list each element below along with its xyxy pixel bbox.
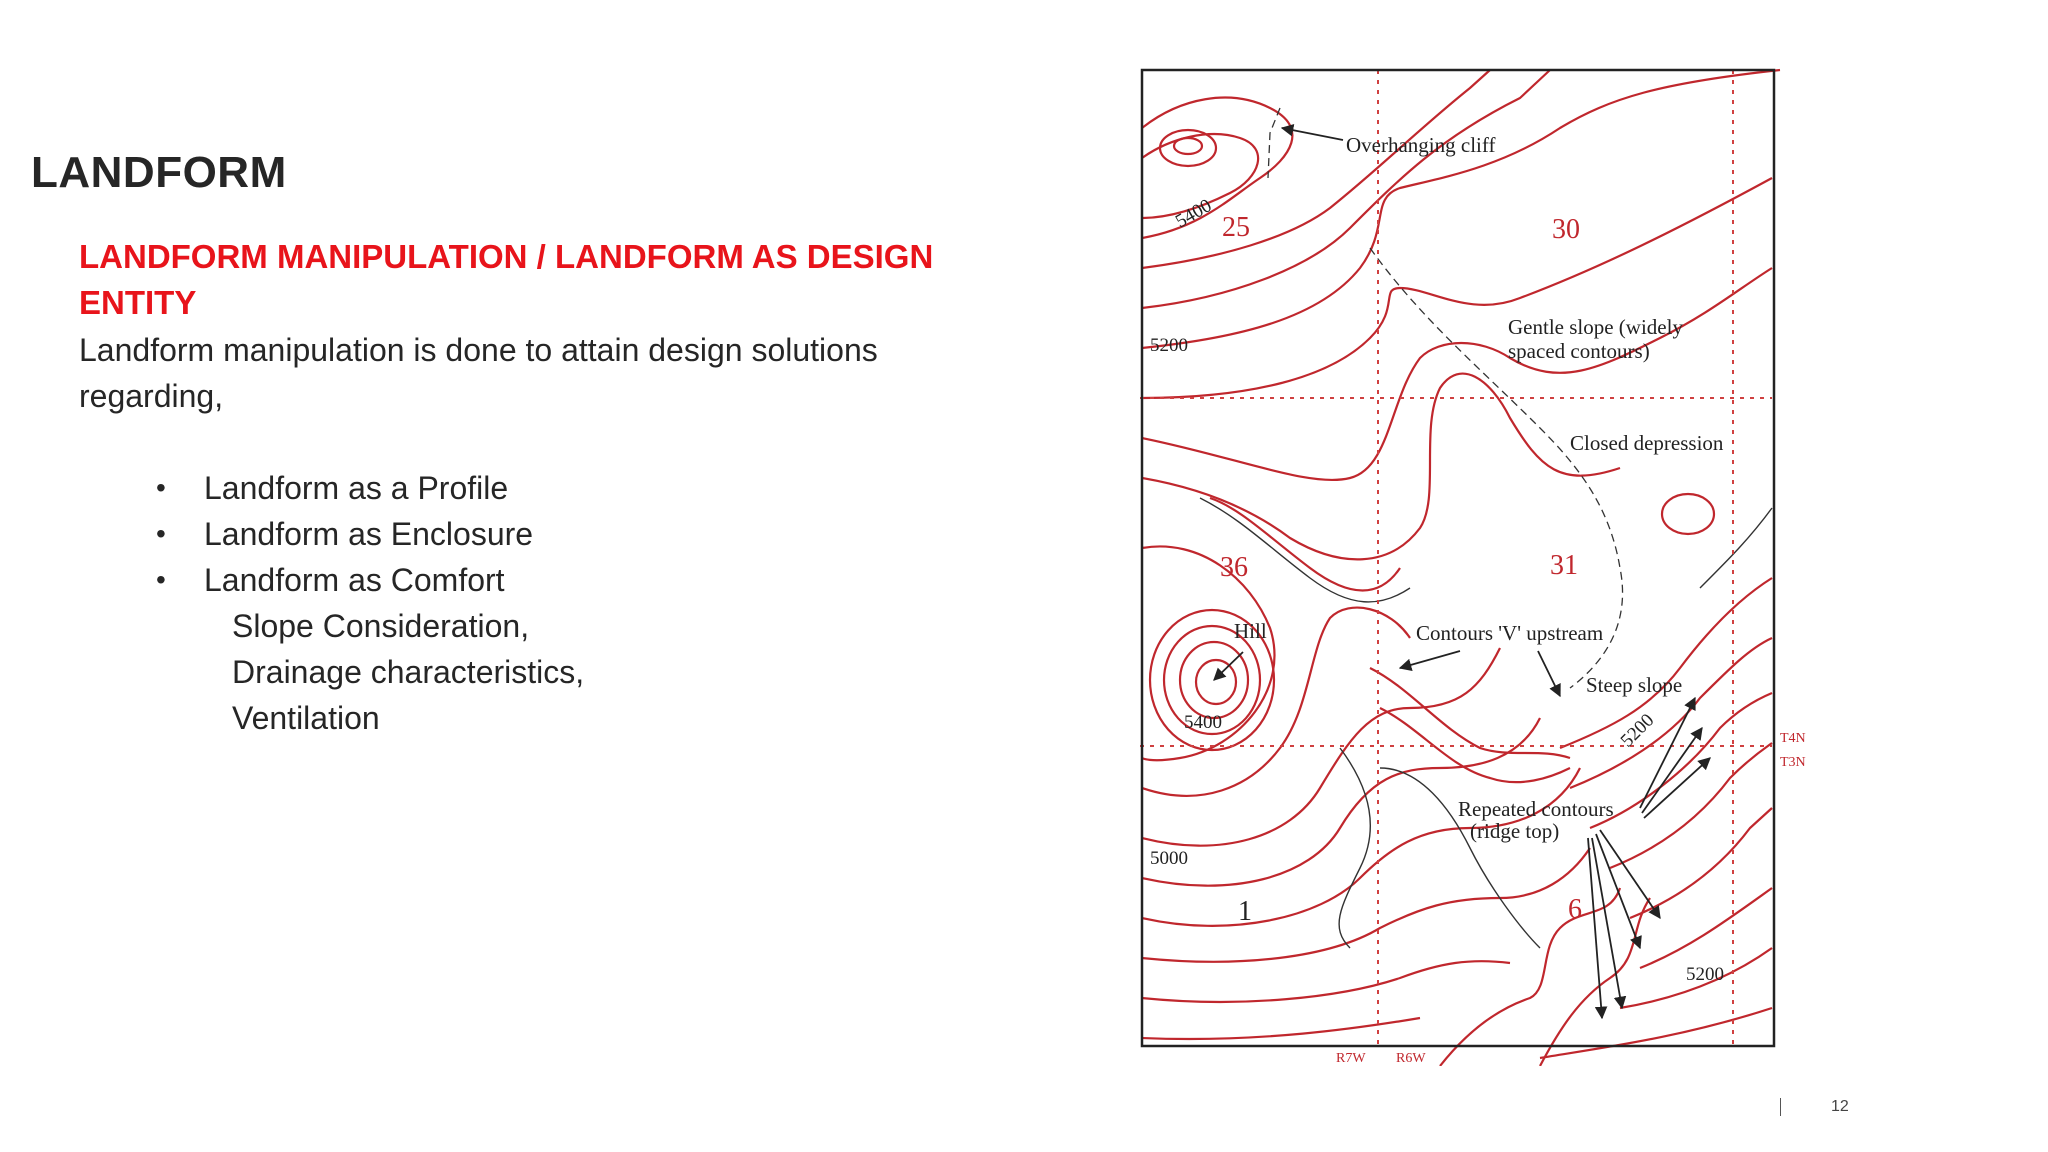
subitem: Slope Consideration, bbox=[232, 608, 530, 644]
elevation-5200-bottom: 5200 bbox=[1686, 964, 1724, 985]
grid-label-t4n: T4N bbox=[1780, 731, 1806, 746]
label-gentle-slope-2: spaced contours) bbox=[1508, 339, 1650, 363]
elevation-5200-right: 5200 bbox=[1616, 709, 1659, 752]
page-number bbox=[1780, 1098, 1880, 1116]
label-gentle-slope-1: Gentle slope (widely bbox=[1508, 315, 1683, 339]
index-contours bbox=[1200, 498, 1772, 948]
bullet-icon: • bbox=[156, 472, 166, 503]
slide-subtitle: LANDFORM MANIPULATION / LANDFORM AS DESIGN ENTITY bbox=[79, 238, 934, 321]
label-overhanging-cliff: Overhanging cliff bbox=[1346, 133, 1496, 157]
grid-label-r6w: R6W bbox=[1396, 1051, 1426, 1066]
bullet-text: Landform as Comfort bbox=[204, 562, 505, 598]
comfort-subitems bbox=[232, 603, 584, 741]
bullet-text: Landform as a Profile bbox=[204, 470, 509, 506]
bullet-text: Landform as Enclosure bbox=[204, 516, 534, 552]
label-closed-depression: Closed depression bbox=[1570, 431, 1724, 455]
label-repeated-contours-1: Repeated contours bbox=[1458, 797, 1614, 821]
subitem: Ventilation bbox=[232, 700, 380, 736]
bullet-item bbox=[150, 465, 533, 511]
grid-label-t3n: T3N bbox=[1780, 755, 1806, 770]
elevation-5400-hill: 5400 bbox=[1184, 712, 1222, 733]
grid-label-r7w: R7W bbox=[1336, 1051, 1366, 1066]
bullet-item bbox=[150, 511, 533, 557]
section-number: 31 bbox=[1550, 550, 1578, 581]
intro-text: Landform manipulation is done to attain design solutions regarding, bbox=[79, 332, 878, 414]
section-number: 36 bbox=[1220, 552, 1248, 583]
subitem: Drainage characteristics, bbox=[232, 654, 585, 690]
page-divider bbox=[1780, 1098, 1781, 1116]
bullet-item bbox=[150, 557, 533, 603]
label-repeated-contours-2: (ridge top) bbox=[1470, 819, 1560, 843]
label-contours-v: Contours 'V' upstream bbox=[1416, 621, 1604, 645]
label-steep-slope: Steep slope bbox=[1586, 673, 1683, 697]
section-number: 1 bbox=[1238, 896, 1252, 927]
elevation-5200-left: 5200 bbox=[1150, 335, 1188, 356]
bullet-icon: • bbox=[156, 518, 166, 549]
bullet-list bbox=[150, 465, 533, 603]
elevation-5400-top: 5400 bbox=[1172, 195, 1216, 233]
slide-title: LANDFORM bbox=[31, 148, 287, 197]
section-number: 30 bbox=[1552, 214, 1580, 245]
section-number: 25 bbox=[1222, 212, 1250, 243]
elevation-5000-left: 5000 bbox=[1150, 848, 1188, 869]
topographic-map bbox=[1140, 68, 1860, 1066]
leader-lines bbox=[1214, 128, 1710, 1018]
section-number: 6 bbox=[1568, 894, 1582, 925]
label-hill: Hill bbox=[1234, 619, 1267, 643]
bullet-icon: • bbox=[156, 564, 166, 595]
page-number-text: 12 bbox=[1831, 1098, 1849, 1116]
